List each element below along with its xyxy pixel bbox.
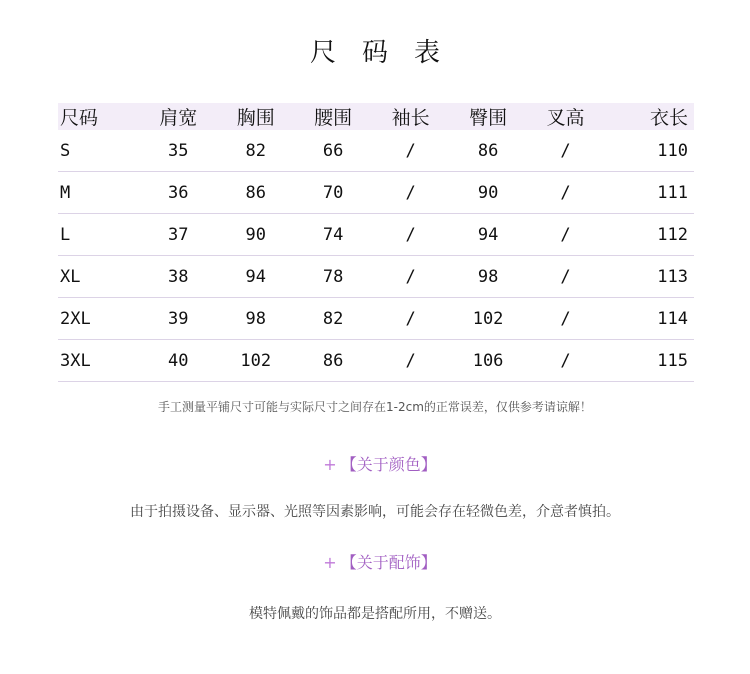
table-cell: 94	[449, 214, 526, 256]
table-cell: L	[58, 214, 140, 256]
color-section-label: 【关于颜色】	[340, 455, 437, 474]
table-cell: 82	[217, 130, 294, 172]
table-row	[58, 130, 694, 172]
table-cell: 39	[140, 298, 217, 340]
table-cell: 94	[217, 256, 294, 298]
header-waist: 腰围	[294, 103, 371, 130]
size-chart-table	[58, 103, 694, 382]
table-row	[58, 256, 694, 298]
table-cell: /	[527, 256, 604, 298]
table-cell: /	[527, 172, 604, 214]
table-cell: /	[372, 214, 449, 256]
measurement-note: 手工测量平铺尺寸可能与实际尺寸之间存在1-2cm的正常误差，仅供参考请谅解！	[158, 400, 592, 414]
table-cell: /	[372, 340, 449, 382]
table-cell: 37	[140, 214, 217, 256]
table-cell: /	[527, 298, 604, 340]
table-cell: 2XL	[58, 298, 140, 340]
table-cell: S	[58, 130, 140, 172]
table-cell: /	[372, 172, 449, 214]
table-cell: 114	[604, 298, 694, 340]
accessory-section-label: 【关于配饰】	[340, 553, 437, 572]
table-row	[58, 298, 694, 340]
color-section-text: 由于拍摄设备、显示器、光照等因素影响，可能会存在轻微色差，介意者慎拍。	[130, 504, 620, 520]
accessory-section-text: 模特佩戴的饰品都是搭配所用，不赠送。	[249, 606, 501, 622]
table-cell: /	[372, 298, 449, 340]
table-cell: 106	[449, 340, 526, 382]
table-cell: 66	[294, 130, 371, 172]
table-cell: 90	[449, 172, 526, 214]
table-row	[58, 172, 694, 214]
table-cell: M	[58, 172, 140, 214]
table-cell: 86	[449, 130, 526, 172]
table-cell: 112	[604, 214, 694, 256]
header-sleeve: 袖长	[372, 103, 449, 130]
table-cell: 102	[449, 298, 526, 340]
table-cell: 98	[217, 298, 294, 340]
color-section-title	[0, 452, 750, 475]
table-cell: 90	[217, 214, 294, 256]
table-cell: 86	[294, 340, 371, 382]
table-cell: 35	[140, 130, 217, 172]
accessory-section-title	[0, 550, 750, 573]
table-cell: /	[527, 130, 604, 172]
table-cell: 38	[140, 256, 217, 298]
table-cell: /	[527, 340, 604, 382]
table-cell: 70	[294, 172, 371, 214]
header-size: 尺码	[58, 103, 140, 130]
table-cell: XL	[58, 256, 140, 298]
table-cell: 111	[604, 172, 694, 214]
table-cell: 86	[217, 172, 294, 214]
table-cell: /	[372, 256, 449, 298]
page-title: 尺码表	[309, 38, 466, 68]
table-header-row	[58, 103, 694, 130]
plus-icon: +	[323, 455, 337, 474]
header-rise: 叉高	[527, 103, 604, 130]
table-cell: 3XL	[58, 340, 140, 382]
table-cell: 78	[294, 256, 371, 298]
table-cell: 40	[140, 340, 217, 382]
table-cell: 98	[449, 256, 526, 298]
table-cell: 82	[294, 298, 371, 340]
header-chest: 胸围	[217, 103, 294, 130]
header-length: 衣长	[604, 103, 694, 130]
plus-icon: +	[323, 553, 337, 572]
table-cell: /	[372, 130, 449, 172]
table-cell: /	[527, 214, 604, 256]
table-cell: 36	[140, 172, 217, 214]
table-cell: 115	[604, 340, 694, 382]
table-row	[58, 214, 694, 256]
table-cell: 102	[217, 340, 294, 382]
header-hip: 臀围	[449, 103, 526, 130]
header-shoulder: 肩宽	[140, 103, 217, 130]
table-row	[58, 340, 694, 382]
table-cell: 74	[294, 214, 371, 256]
table-cell: 110	[604, 130, 694, 172]
table-cell: 113	[604, 256, 694, 298]
